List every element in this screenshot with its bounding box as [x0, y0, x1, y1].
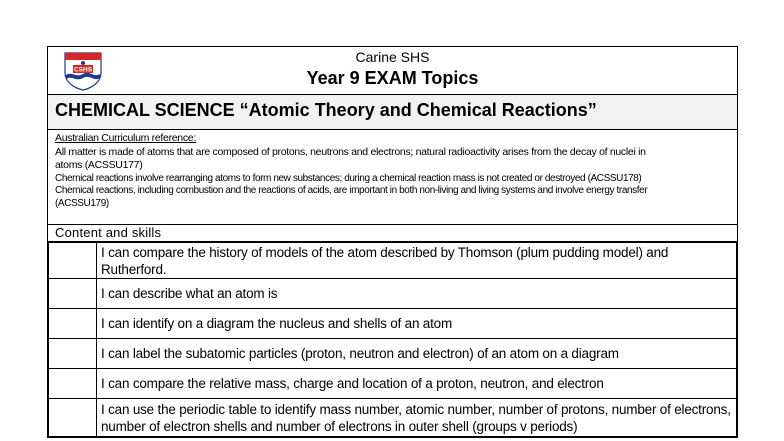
skill-line: I can use the periodic table to identify mass number, atomic number, number of protons, number of electrons, — [101, 401, 731, 417]
skill-text — [97, 309, 737, 339]
curriculum-line: atoms (ACSSU177) — [55, 159, 143, 171]
skill-line: I can identify on a diagram the nucleus and shells of an atom — [101, 316, 453, 331]
curriculum-line: (ACSSU179) — [55, 197, 109, 209]
school-name: Carine SHS — [355, 49, 430, 65]
skill-text — [97, 243, 737, 279]
skill-blank-cell — [49, 309, 97, 339]
curriculum-line: Chemical reactions involve rearranging atoms to form new substances; during a chemical reaction mass is not created or destroyed (ACSSU178) — [55, 172, 642, 184]
skill-blank-cell — [49, 369, 97, 399]
skill-line: number of electron shells and number of electrons in outer shell (groups v periods) — [101, 418, 578, 434]
skill-blank-cell — [49, 399, 97, 437]
topics-table — [47, 46, 738, 438]
skill-line: Rutherford. — [101, 261, 167, 277]
table-row — [49, 369, 737, 399]
skill-line: I can describe what an atom is — [101, 286, 278, 301]
skill-blank-cell — [49, 279, 97, 309]
skill-text — [97, 369, 737, 399]
skill-blank-cell — [49, 339, 97, 369]
skill-text — [97, 399, 737, 437]
skill-line: I can label the subatomic particles (proton, neutron and electron) of an atom on a diagram — [101, 346, 619, 361]
topic-cell — [48, 95, 738, 130]
table-row — [49, 399, 737, 437]
table-row — [49, 279, 737, 309]
skill-blank-cell — [49, 243, 97, 279]
skills-table — [48, 242, 737, 437]
table-row — [49, 243, 737, 279]
header-cell — [48, 47, 738, 95]
table-row — [49, 309, 737, 339]
table-row — [49, 339, 737, 369]
skills-container — [48, 242, 738, 438]
curriculum-heading: Australian Curriculum reference: — [55, 132, 196, 144]
exam-topics-document — [47, 46, 738, 441]
skill-text — [97, 339, 737, 369]
content-skills-heading: Content and skills — [48, 225, 738, 242]
logo-text: CSHS — [73, 66, 93, 74]
exam-title: Year 9 EXAM Topics — [306, 68, 479, 88]
curriculum-line: Chemical reactions, including combustion and the reactions of acids, are important in both non-living and living systems and involve energy transfer — [55, 185, 648, 197]
skill-text — [97, 279, 737, 309]
topic-title: CHEMICAL SCIENCE “Atomic Theory and Chemical Reactions” — [55, 100, 597, 120]
skill-line: I can compare the relative mass, charge and location of a proton, neutron, and electron — [101, 376, 604, 391]
skill-line: I can compare the history of models of the atom described by Thomson (plum pudding model) and — [101, 244, 669, 260]
curriculum-reference-cell — [48, 130, 738, 225]
curriculum-line: All matter is made of atoms that are composed of protons, neutrons and electrons; natural radioactivity arises from the decay of nuclei in — [55, 145, 646, 158]
